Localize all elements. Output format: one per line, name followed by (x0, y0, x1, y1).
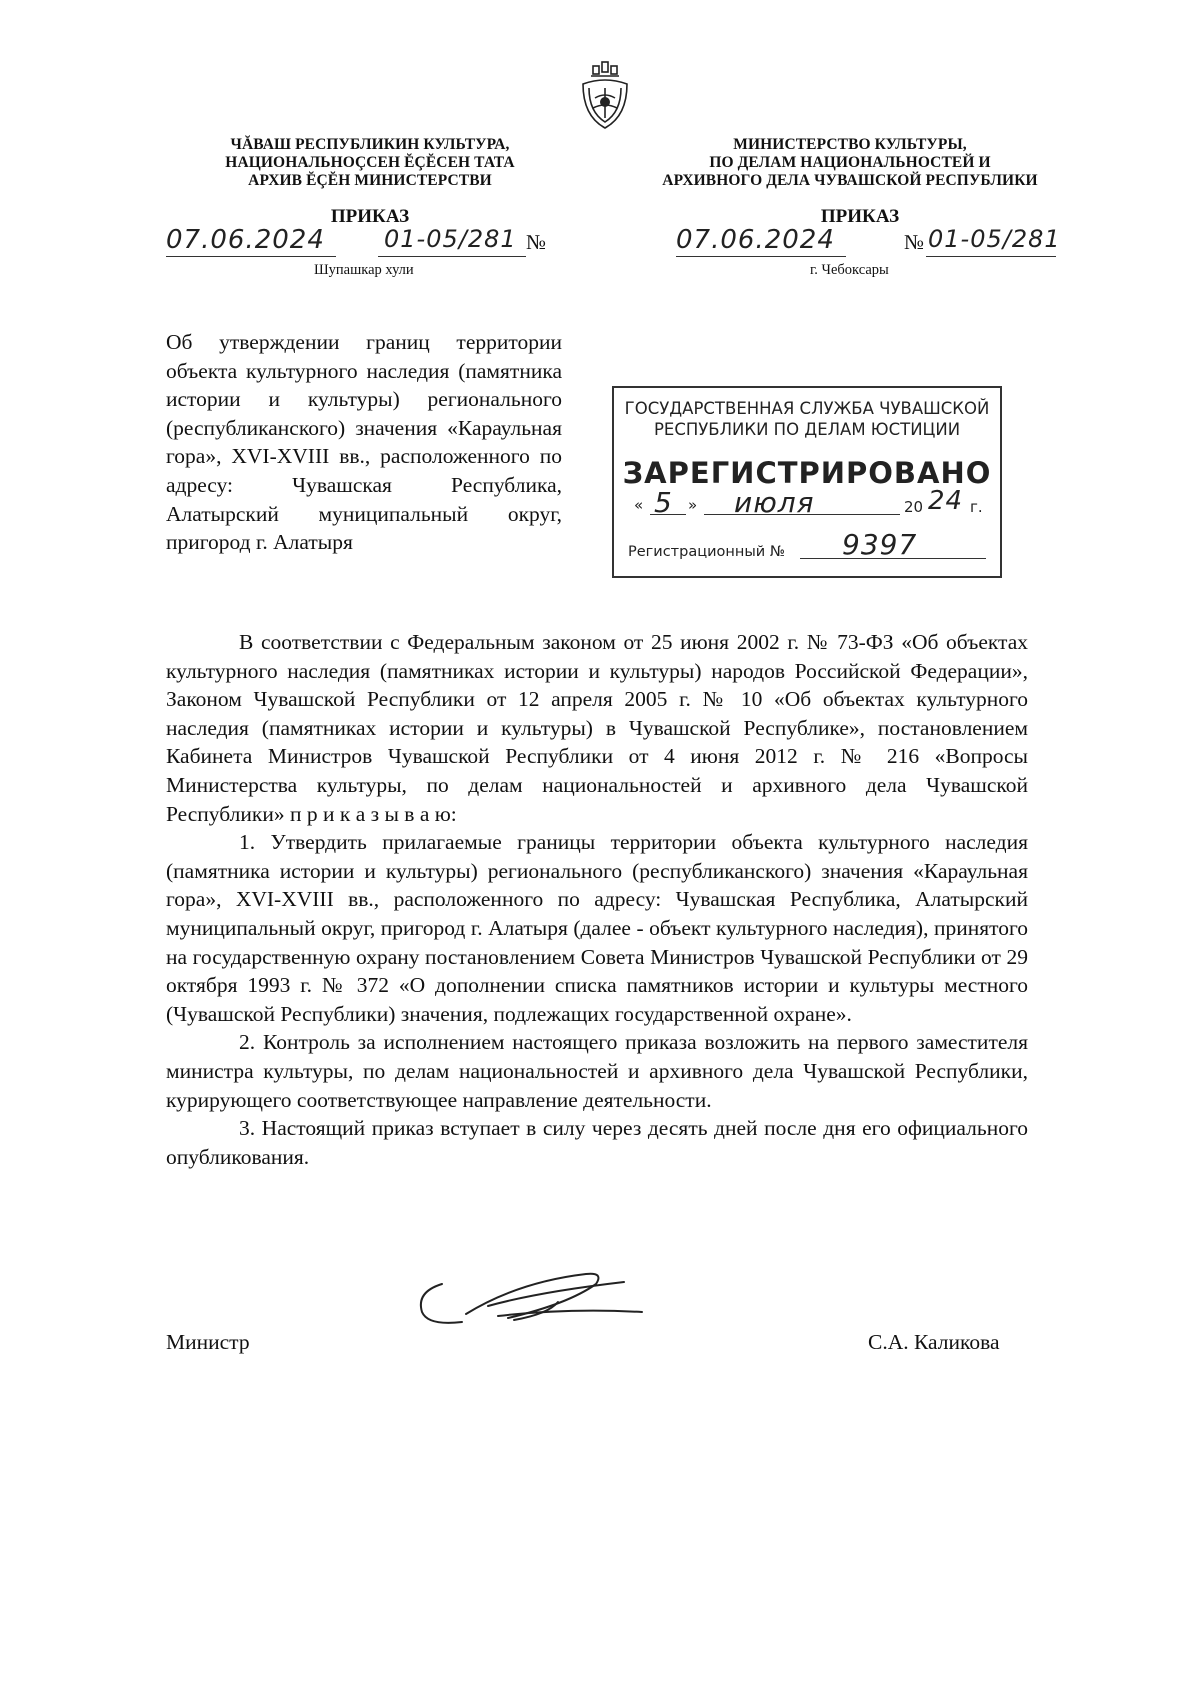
header-left-line2: НАЦИОНАЛЬНОÇСЕН ĔÇĔСЕН ТАТА (225, 154, 515, 171)
stamp-org-line1: ГОСУДАРСТВЕННАЯ СЛУЖБА ЧУВАШСКОЙ (624, 399, 990, 418)
header-left-line1: ЧĂВАШ РЕСПУБЛИКИН КУЛЬТУРА, (230, 136, 510, 153)
body-item-1: 1. Утвердить прилагаемые границы территории объекта культурного наследия (памятника истории и культуры) регионального (республиканского) значения «Караульная гора», XVI-XVIII вв., расположенного по адресу: Чувашская Республика, Алатырский муниципальный округ, пригород г. Алатыря (далее - объект культурного наследия), принятого на государственную охрану постановлением Совета Министров Чувашской Республики от 29 октября 1993 г. № 372 «О дополнении списка памятников истории и культуры местного (Чувашской Республики) значения, подлежащих государственной охране». (166, 830, 1028, 1026)
header-right-line3: АРХИВНОГО ДЕЛА ЧУВАШСКОЙ РЕСПУБЛИКИ (662, 172, 1038, 189)
stamp-registered: ЗАРЕГИСТРИРОВАНО (622, 456, 992, 490)
stamp-year-prefix: 20 (904, 498, 924, 516)
handwritten-signature (408, 1262, 648, 1342)
header-right-date: 07.06.2024 (676, 225, 835, 255)
stamp-reg-line (800, 558, 986, 559)
header-right-line2: ПО ДЕЛАМ НАЦИОНАЛЬНОСТЕЙ И (709, 154, 991, 171)
signatory-name: С.А. Каликова (868, 1330, 1000, 1354)
body-item-3: 3. Настоящий приказ вступает в силу через десять дней после дня его официального опубликования. (166, 1116, 1028, 1169)
header-left-doc-type: ПРИКАЗ (330, 206, 410, 227)
stamp-org-line2: РЕСПУБЛИКИ ПО ДЕЛАМ ЮСТИЦИИ (653, 420, 961, 439)
header-left-city: Шупашкар хули (314, 262, 414, 278)
stamp-month-line (704, 514, 900, 515)
header-right-number: 01-05/281 (928, 225, 1061, 253)
registration-stamp (612, 386, 1002, 578)
order-body (166, 628, 1028, 1171)
header-right-number-underline (926, 256, 1056, 257)
stamp-day: 5 (654, 486, 673, 519)
header-left-line3: АРХИВ ĔÇĔН МИНИСТЕРСТВИ (248, 172, 492, 189)
body-item-2: 2. Контроль за исполнением настоящего приказа возложить на первого заместителя министра культуры, по делам национальностей и архивного дела Чувашской Республики, курирующего соответствующее направление деятельности. (166, 1030, 1028, 1112)
stamp-quote-close: » (688, 496, 698, 514)
header-left-number-underline (378, 256, 526, 257)
header-right-line1: МИНИСТЕРСТВО КУЛЬТУРЫ, (733, 136, 967, 153)
header-left-no-sign: № (526, 230, 547, 254)
signatory-position: Министр (166, 1330, 250, 1354)
stamp-reg-label: Регистрационный № (628, 544, 785, 560)
header-left-number: 01-05/281 (384, 225, 517, 253)
header-right-city: г. Чебоксары (810, 262, 889, 278)
stamp-year-suffix: 24 (928, 486, 964, 516)
header-right-date-underline (676, 256, 846, 257)
body-intro: В соответствии с Федеральным законом от 25 июня 2002 г. № 73-ФЗ «Об объектах культурного наследия (памятниках истории и культуры) народов Российской Федерации», Законом Чувашской Республики от 12 апреля 2005 г. № 10 «Об объектах культурного наследия (памятниках истории и культуры) в Чувашской Республике», постановлением Кабинета Министров Чувашской Республики от 4 июня 2012 г. № 216 «Вопросы Министерства культуры, по делам национальностей и архивного дела Чувашской Республики» п р и к а з ы в а ю: (166, 630, 1028, 826)
emblem (575, 58, 635, 132)
stamp-quote-open: « (634, 496, 644, 514)
header-right (660, 136, 1040, 190)
stamp-year-g: г. (970, 498, 983, 516)
stamp-month: июля (734, 486, 815, 519)
stamp-day-line (650, 514, 686, 515)
stamp-reg-number: 9397 (842, 528, 918, 561)
header-left-date-underline (166, 256, 336, 257)
header-left-date: 07.06.2024 (166, 225, 325, 255)
header-right-doc-type: ПРИКАЗ (820, 206, 900, 227)
order-subject: Об утверждении границ территории объекта культурного наследия (памятника истории и культуры) регионального (республиканского) значения «Караульная гора», XVI-XVIII вв., расположенного по адресу: Чувашская Республика, Алатырский муниципальный округ, пригород г. Алатыря (166, 330, 562, 555)
header-right-no-sign: № (904, 230, 925, 254)
header-left (200, 136, 540, 190)
